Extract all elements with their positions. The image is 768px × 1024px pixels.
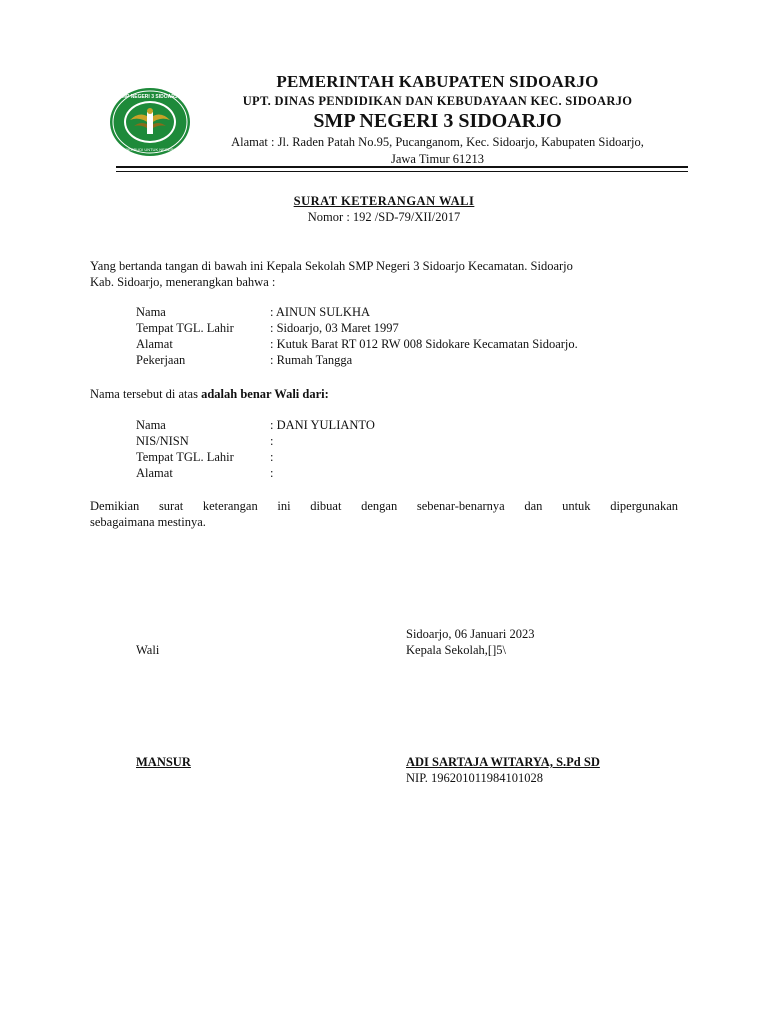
header-address-line1: Alamat : Jl. Raden Patah No.95, Pucanganom, Kec. Sidoarjo, Kabupaten Sidoarjo, — [231, 135, 644, 149]
middle-sentence — [90, 386, 678, 402]
field-label: Tempat TGL. Lahir — [136, 321, 234, 335]
signature-nip: NIP. 196201011984101028 — [406, 771, 544, 785]
header-address — [200, 134, 675, 168]
header-department: UPT. DINAS PENDIDIKAN DAN KEBUDAYAAN KEC. SIDOARJO — [242, 94, 633, 108]
letter-number: Nomor : 192 /SD-79/XII/2017 — [307, 210, 461, 224]
signature-left-name: MANSUR — [136, 755, 191, 769]
field-label: Pekerjaan — [136, 353, 186, 367]
field-label: Tempat TGL. Lahir — [136, 450, 234, 464]
logo-ring-text-top: SMP NEGERI 3 SIDOARJO — [118, 94, 182, 100]
signature-right-role: Kepala Sekolah,[]5\ — [406, 643, 506, 657]
school-logo — [108, 86, 192, 158]
signature-place-date: Sidoarjo, 06 Januari 2023 — [406, 627, 535, 641]
field-value: : — [270, 434, 274, 448]
letter-title: SURAT KETERANGAN WALI — [293, 194, 475, 208]
field-value: : Sidoarjo, 03 Maret 1997 — [270, 321, 399, 335]
intro-paragraph — [90, 258, 678, 290]
field-value: : AINUN SULKHA — [270, 305, 370, 319]
header-school-name: SMP NEGERI 3 SIDOARJO — [313, 110, 562, 132]
signature-left-role: Wali — [136, 643, 160, 657]
closing-paragraph — [90, 498, 678, 530]
middle-sentence-bold: adalah benar Wali dari: — [201, 387, 329, 401]
signature-right-name: ADI SARTAJA WITARYA, S.Pd SD — [406, 755, 600, 769]
field-label: Alamat — [136, 466, 173, 480]
field-value: : Rumah Tangga — [270, 353, 353, 367]
field-label: Nama — [136, 418, 166, 432]
field-value: : — [270, 466, 274, 480]
header-government: PEMERINTAH KABUPATEN SIDOARJO — [276, 72, 599, 91]
header-divider-thin — [116, 171, 688, 172]
header-address-line2: Jawa Timur 61213 — [390, 152, 485, 166]
intro-line-2: Kab. Sidoarjo, menerangkan bahwa : — [90, 275, 276, 289]
header-divider-thick — [116, 166, 688, 168]
field-value: : Kutuk Barat RT 012 RW 008 Sidokare Kecamatan Sidoarjo. — [270, 337, 578, 351]
intro-line-1: Yang bertanda tangan di bawah ini Kepala Sekolah SMP Negeri 3 Sidoarjo Kecamatan. Sidoarjo — [90, 259, 573, 273]
logo-ring-text-bottom: BERBUDI UNTUK NEGERI — [125, 147, 175, 152]
field-value: : DANI YULIANTO — [270, 418, 375, 432]
field-value: : — [270, 450, 274, 464]
field-label: Alamat — [136, 337, 173, 351]
closing-line-2: sebagaimana mestinya. — [90, 515, 206, 529]
field-label: Nama — [136, 305, 166, 319]
field-label: NIS/NISN — [136, 434, 189, 448]
closing-line-1: Demikian surat keterangan ini dibuat dengan sebenar-benarnya dan untuk dipergunakan — [90, 499, 678, 513]
middle-sentence-prefix: Nama tersebut di atas — [90, 387, 202, 401]
